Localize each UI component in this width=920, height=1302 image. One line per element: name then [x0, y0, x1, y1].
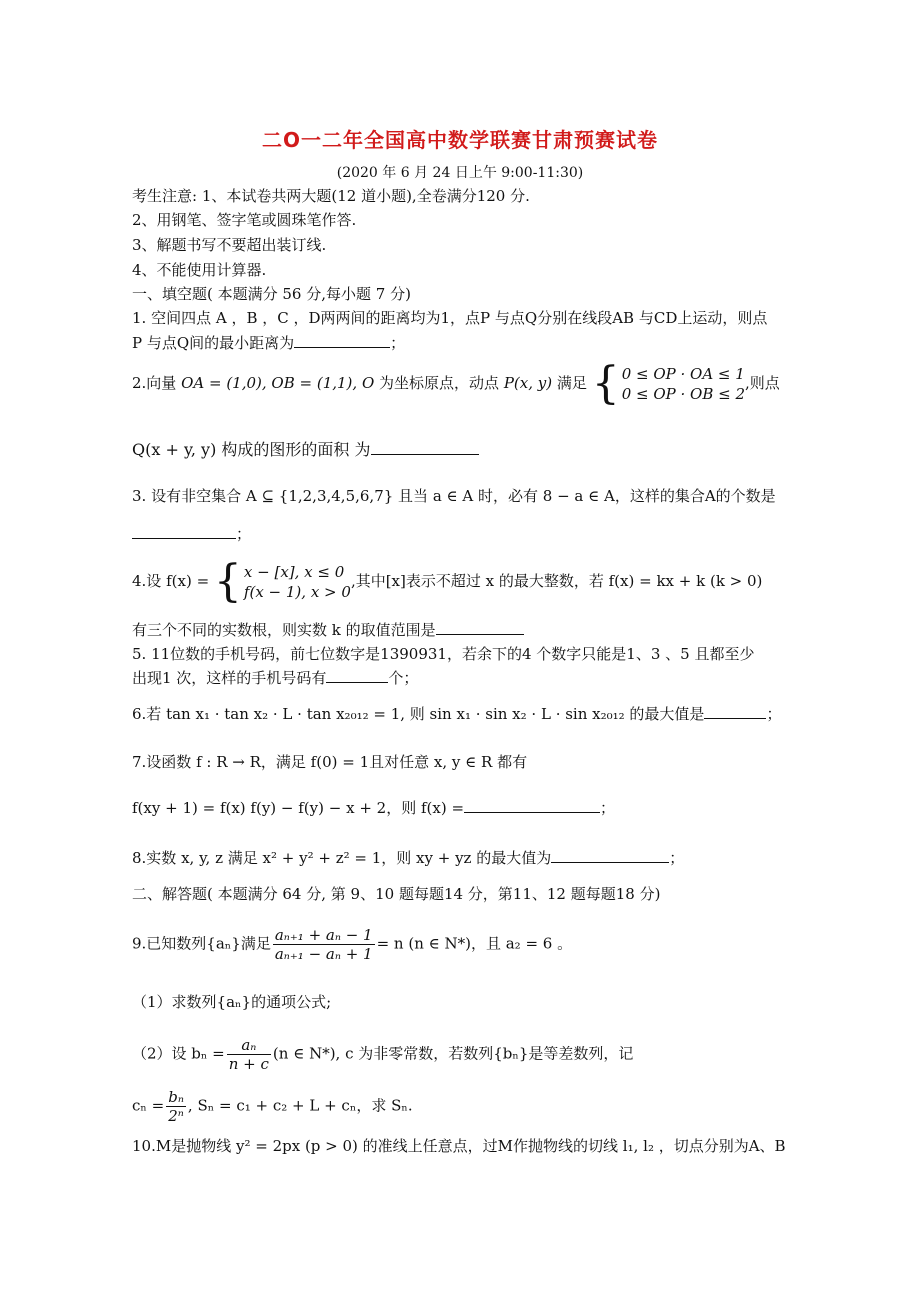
q5-answer-blank[interactable]	[326, 668, 388, 683]
q5-line1: 5. 11位数的手机号码，前七位数字是1390931，若余下的4 个数字只能是1、3 、5 且都至少	[132, 645, 755, 663]
q2-line2-text: Q(x + y, y) 构成的图形的面积 为	[132, 440, 371, 459]
q2-cond2: 0 ≤ OP · OB ≤ 2	[621, 385, 745, 403]
q2-brace: {	[591, 358, 620, 409]
q9-prefix: 9.已知数列{aₙ}满足	[132, 934, 271, 953]
q9-line1	[132, 926, 572, 963]
q8-end: ；	[669, 849, 685, 867]
q4-cases	[244, 562, 351, 602]
q2-suffix: ,则点	[745, 374, 780, 392]
q2-line2	[132, 440, 479, 460]
q4-answer-blank[interactable]	[436, 620, 524, 635]
q1-text: P 与点Q间的最小距离为	[132, 334, 295, 352]
q3-end: ；	[236, 525, 252, 543]
q9-part2-num: aₙ	[227, 1036, 271, 1055]
q8-line1	[132, 848, 684, 868]
q9-cn-line	[132, 1088, 413, 1125]
q2-satisfy: 满足	[556, 374, 587, 392]
q1-line2	[132, 333, 405, 353]
q4-line1	[132, 556, 763, 607]
q6-end: ；	[766, 705, 782, 723]
q4-case2: f(x − 1), x > 0	[243, 583, 351, 601]
q4-brace: {	[213, 556, 242, 607]
q3-line2	[132, 524, 251, 544]
q7-text: f(xy + 1) = f(x) f(y) − f(y) − x + 2，则 f(x) =	[132, 799, 465, 817]
q4-line2-text: 有三个不同的实数根，则实数 k 的取值范围是	[132, 621, 436, 639]
q4-suffix: ,其中[x]表示不超过 x 的最大整数，若 f(x) = kx + k (k > 0)	[350, 572, 763, 590]
section2-heading: 二、解答题( 本题满分 64 分, 第 9、10 题每题14 分，第11、12 题每题18 分)	[132, 885, 661, 903]
q9-part1: （1）求数列{aₙ}的通项公式;	[132, 993, 332, 1011]
q9-frac-den: aₙ₊₁ − aₙ + 1	[274, 945, 373, 963]
q1-answer-blank[interactable]	[294, 333, 390, 348]
q9-part2-den: n + c	[228, 1055, 269, 1073]
q9-cn-prefix: cₙ =	[132, 1096, 165, 1115]
exam-subtitle: (2020 年 6 月 24 日上午 9:00-11:30)	[336, 165, 584, 181]
q5-end: 个；	[388, 669, 419, 687]
q4-case1: x − [x], x ≤ 0	[243, 563, 345, 581]
q3-line1: 3. 设有非空集合 A ⊆ {1,2,3,4,5,6,7} 且当 a ∈ A 时，必有 8 − a ∈ A，这样的集合A的个数是	[132, 487, 776, 505]
q2-line1	[132, 358, 780, 409]
q7-line1: 7.设函数 f : R → R，满足 f(0) = 1且对任意 x, y ∈ R 都有	[132, 753, 528, 771]
q4-prefix: 4.设 f(x) =	[132, 572, 210, 590]
q2-mid: 为坐标原点，动点	[379, 374, 500, 392]
q9-part2-fraction	[227, 1036, 271, 1073]
q9-frac-num: aₙ₊₁ + aₙ − 1	[274, 926, 373, 944]
q2-cond1: 0 ≤ OP · OA ≤ 1	[621, 365, 745, 383]
q7-line2	[132, 798, 615, 818]
q9-suffix: = n (n ∈ N*)，且 a₂ = 6 。	[376, 934, 573, 953]
q9-part2-prefix: （2）设 bₙ =	[132, 1044, 225, 1063]
q6-line1	[132, 704, 781, 724]
q6-text: 6.若 tan x₁ · tan x₂ · L · tan x₂₀₁₂ = 1, 则 sin x₁ · sin x₂ · L · sin x₂₀₁₂ 的最大值是	[132, 705, 705, 723]
section1-heading: 一、填空题( 本题满分 56 分,每小题 7 分)	[132, 285, 411, 303]
q2-vectors: OA = (1,0), OB = (1,1), O	[181, 374, 375, 392]
q2-system	[622, 364, 745, 404]
q9-part2	[132, 1036, 633, 1073]
q8-text: 8.实数 x, y, z 满足 x² + y² + z² = 1，则 xy + yz 的最大值为	[132, 849, 552, 867]
q9-cn-num: bₙ	[168, 1088, 184, 1106]
q7-end: ；	[600, 799, 616, 817]
q8-answer-blank[interactable]	[551, 848, 669, 863]
q4-line2	[132, 620, 524, 640]
q3-answer-blank[interactable]	[132, 524, 236, 539]
q9-fraction	[273, 926, 375, 963]
q7-answer-blank[interactable]	[464, 798, 600, 813]
q6-answer-blank[interactable]	[704, 704, 766, 719]
q1-end: ；	[390, 334, 406, 352]
q10-line1: 10.M是抛物线 y² = 2px (p > 0) 的准线上任意点，过M作抛物线的切线 l₁, l₂ ，切点分别为A、B	[132, 1137, 786, 1155]
q2-point: P(x, y)	[503, 374, 553, 392]
note-line-4: 4、不能使用计算器.	[132, 261, 267, 279]
q9-cn-fraction	[166, 1088, 186, 1125]
q5-line2	[132, 668, 418, 688]
q2-prefix: 2.向量	[132, 374, 177, 392]
q9-part2-suffix: (n ∈ N*), c 为非零常数，若数列{bₙ}是等差数列，记	[272, 1044, 634, 1063]
q2-answer-blank[interactable]	[371, 440, 479, 455]
note-line-2: 2、用钢笔、签字笔或圆珠笔作答.	[132, 211, 357, 229]
q1-line1: 1. 空间四点 A ，B ，C ，D两两间的距离均为1，点P 与点Q分别在线段AB 与CD上运动，则点	[132, 309, 768, 327]
note-line-3: 3、解题书写不要超出装订线.	[132, 236, 327, 254]
note-line-1: 考生注意: 1、本试卷共两大题(12 道小题),全卷满分120 分.	[132, 187, 530, 205]
q5-line2-text: 出现1 次，这样的手机号码有	[132, 669, 327, 687]
q9-cn-den: 2ⁿ	[168, 1107, 184, 1125]
q9-cn-suffix: , Sₙ = c₁ + c₂ + L + cₙ，求 Sₙ.	[187, 1096, 413, 1115]
exam-title: 二O一二年全国高中数学联赛甘肃预赛试卷	[261, 128, 658, 152]
